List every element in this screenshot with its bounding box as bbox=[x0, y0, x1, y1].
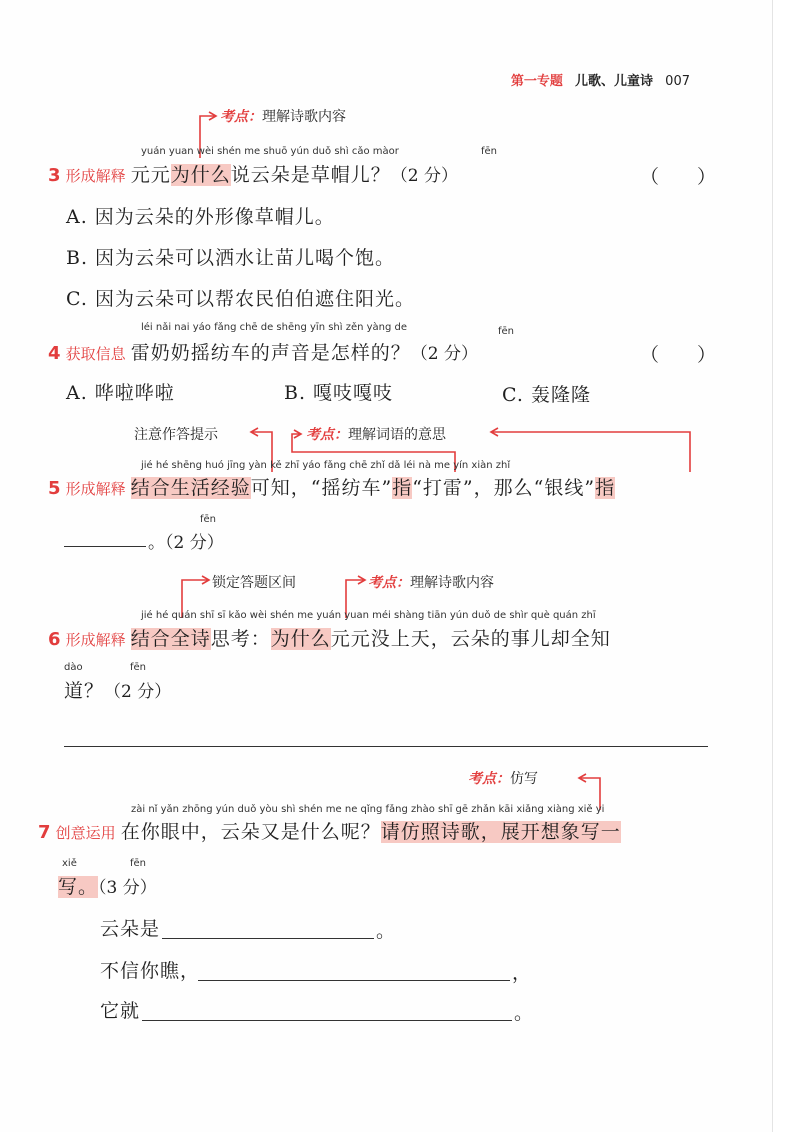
q6-score: （2 分） bbox=[104, 682, 172, 702]
q7-kao-label: 考点： bbox=[468, 771, 510, 787]
q6-pinyin-fen: fēn bbox=[130, 662, 147, 673]
q7-tag: 创意运用 bbox=[55, 824, 116, 842]
q3-stem-a: 元元 bbox=[130, 164, 171, 186]
q5-tag: 形成解释 bbox=[65, 480, 126, 498]
q6-kao-text: 理解诗歌内容 bbox=[410, 575, 494, 591]
q3-option-b[interactable]: B. 因为云朵可以洒水让苗儿喝个饱。 bbox=[66, 247, 396, 269]
q4-score: （2 分） bbox=[410, 344, 478, 364]
q4-stem: 雷奶奶摇纺车的声音是怎样的？ bbox=[130, 342, 411, 364]
q4-tag: 获取信息 bbox=[65, 345, 126, 363]
q6-stem-b: 元元没上天，云朵的事儿却全知 bbox=[330, 628, 611, 650]
q6-pinyin-2: dào bbox=[64, 662, 83, 673]
q7-blank-3-prefix: 它就 bbox=[100, 1000, 141, 1022]
q6-answer-line[interactable] bbox=[64, 746, 708, 747]
q7-blank-1-prefix: 云朵是 bbox=[100, 918, 161, 940]
q3-number: 3 bbox=[48, 165, 61, 186]
q5-kao-text: 理解词语的意思 bbox=[348, 427, 446, 443]
q7-stem-2-highlight: 写。 bbox=[58, 876, 99, 898]
q5-stem-highlight-1: 结合生活经验 bbox=[130, 477, 251, 499]
q6-annotation bbox=[368, 572, 494, 592]
q6-stem-highlight-2: 为什么 bbox=[270, 628, 331, 650]
q5-answer-blank[interactable] bbox=[64, 546, 146, 547]
q3-stem-b: 说云朵是草帽儿？ bbox=[230, 164, 391, 186]
q6-stem-row-2 bbox=[64, 676, 171, 703]
q5-annotation bbox=[306, 424, 446, 444]
q5-kao-arrow-right bbox=[492, 432, 690, 472]
q3-stem-row bbox=[48, 160, 458, 187]
q4-pinyin: léi nǎi nai yáo fǎng chē de shēng yīn shì zěn yàng de bbox=[141, 322, 408, 333]
q5-stem-end: 。（2 分） bbox=[148, 533, 224, 553]
section-label: 第一专题 bbox=[510, 74, 563, 89]
q6-stem-highlight-1: 结合全诗 bbox=[130, 628, 211, 650]
q7-blank-2-line[interactable] bbox=[198, 980, 510, 981]
q6-stem-row bbox=[48, 624, 611, 651]
q3-kao-text: 理解诗歌内容 bbox=[262, 109, 346, 125]
q6-number: 6 bbox=[48, 629, 61, 650]
q7-blank-2-prefix: 不信你瞧， bbox=[100, 960, 201, 982]
page-number: 007 bbox=[665, 74, 690, 89]
q7-annotation bbox=[468, 768, 538, 788]
q4-stem-row bbox=[48, 338, 478, 365]
q4-option-b[interactable]: B. 嘎吱嘎吱 bbox=[284, 382, 394, 404]
q5-kao-label: 考点： bbox=[306, 427, 348, 443]
q3-score: （2 分） bbox=[390, 166, 459, 186]
q3-tag: 形成解释 bbox=[65, 167, 126, 185]
q3-option-a[interactable]: A. 因为云朵的外形像草帽儿。 bbox=[66, 206, 335, 228]
q7-blank-3-suffix: 。 bbox=[514, 1002, 535, 1024]
q5-stem-row bbox=[48, 473, 615, 500]
q6-stem-a: 思考： bbox=[210, 628, 271, 650]
q3-pinyin: yuán yuan wèi shén me shuō yún duǒ shì cǎo màor bbox=[141, 146, 399, 157]
q5-stem-b: “打雷”，那么“银线” bbox=[412, 477, 596, 499]
q6-kao-label: 考点： bbox=[368, 575, 410, 591]
q4-answer-paren[interactable]: （ ） bbox=[640, 344, 717, 366]
q7-number: 7 bbox=[38, 822, 51, 843]
q5-number: 5 bbox=[48, 478, 61, 499]
q7-blank-3-line[interactable] bbox=[142, 1020, 512, 1021]
q7-blank-1-suffix: 。 bbox=[376, 920, 397, 942]
q5-hint-note: 注意作答提示 bbox=[134, 427, 218, 443]
q7-kao-text: 仿写 bbox=[510, 771, 538, 787]
q5-pinyin-fen: fēn bbox=[200, 514, 217, 525]
q7-stem-row bbox=[38, 817, 621, 844]
q4-number: 4 bbox=[48, 343, 61, 364]
q7-score: （3 分） bbox=[98, 878, 157, 898]
q5-pinyin: jié hé shēng huó jīng yàn kě zhī yáo fǎng chē zhǐ dǎ léi nà me yín xiàn zhǐ bbox=[141, 460, 511, 471]
q7-stem-highlight: 请仿照诗歌，展开想象写一 bbox=[380, 821, 621, 843]
q6-stem-2: 道？ bbox=[64, 680, 105, 702]
unit-label: 儿歌、儿童诗 bbox=[575, 74, 654, 89]
q4-option-a[interactable]: A. 哗啦哗啦 bbox=[66, 382, 175, 404]
q3-option-c[interactable]: C. 因为云朵可以帮农民伯伯遮住阳光。 bbox=[66, 288, 415, 310]
q3-annotation bbox=[220, 106, 346, 126]
q3-pinyin-fen: fēn bbox=[481, 146, 498, 157]
q7-pinyin-fen: fēn bbox=[130, 858, 147, 869]
q5-stem-a: 可知，“摇纺车” bbox=[250, 477, 393, 499]
q3-stem-highlight: 为什么 bbox=[170, 164, 231, 186]
q7-pinyin-2: xiě bbox=[62, 858, 77, 869]
q7-stem-a: 在你眼中，云朵又是什么呢？ bbox=[120, 821, 381, 843]
q3-answer-paren[interactable]: （ ） bbox=[640, 166, 717, 188]
q6-tag: 形成解释 bbox=[65, 631, 126, 649]
q6-hint-note: 锁定答题区间 bbox=[212, 575, 296, 591]
q7-pinyin: zài nǐ yǎn zhōng yún duǒ yòu shì shén me ne qǐng fǎng zhào shī gē zhǎn kāi xiǎng xiàng xiě yi bbox=[131, 804, 605, 815]
q4-pinyin-fen: fēn bbox=[498, 326, 515, 337]
q5-stem-highlight-2: 指 bbox=[392, 477, 413, 499]
q7-blank-2-suffix: ， bbox=[512, 962, 533, 984]
q7-stem-row-2 bbox=[58, 872, 157, 899]
q7-blank-1-line[interactable] bbox=[162, 938, 374, 939]
q5-stem-highlight-3: 指 bbox=[595, 477, 616, 499]
q3-kao-label: 考点： bbox=[220, 109, 262, 125]
q4-option-c[interactable]: C. 轰隆隆 bbox=[502, 384, 591, 406]
q6-pinyin: jié hé quán shī sī kǎo wèi shén me yuán yuan méi shàng tiān yún duǒ de shìr què quán zhī bbox=[141, 610, 596, 621]
